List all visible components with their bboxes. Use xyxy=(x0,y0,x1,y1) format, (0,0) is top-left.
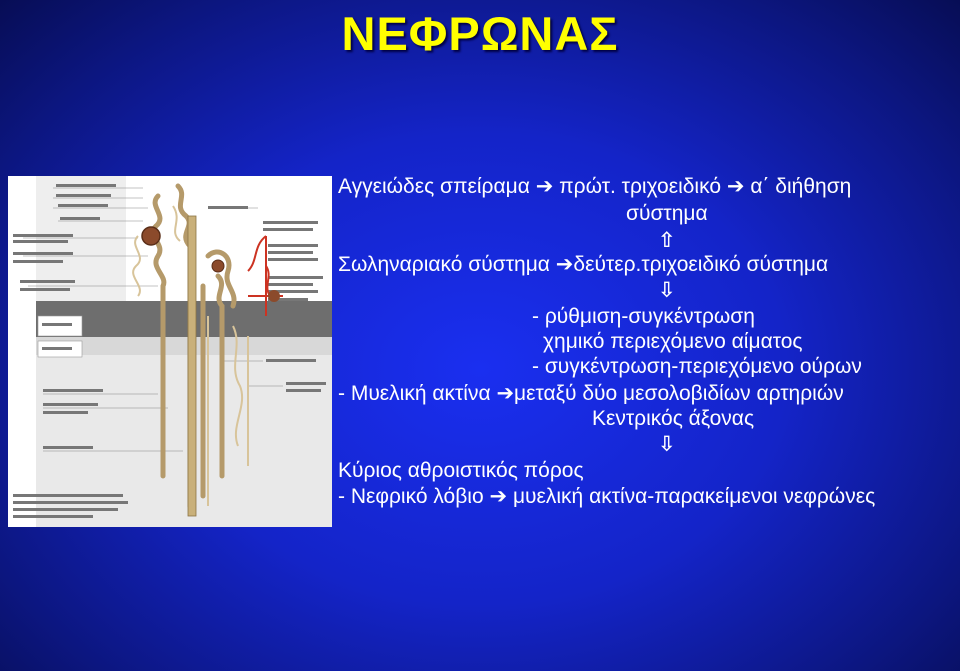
text-first-capillary: πρώτ. τριχοειδικό xyxy=(559,175,722,198)
text-renal-lobule: - Νεφρικό λόβιο xyxy=(338,485,484,508)
arrow-down-icon: ⇩ xyxy=(658,432,676,456)
arrow-right-icon: ➔ xyxy=(555,252,574,276)
text-adjacent-nephrons: μυελική ακτίνα-παρακείμενοι νεφρώνες xyxy=(512,485,876,508)
arrow-right-icon: ➔ xyxy=(726,174,745,198)
line-glomerulus xyxy=(338,174,851,199)
arrow-right-icon: ➔ xyxy=(489,484,508,508)
line-central-axis: Κεντρικός άξονας xyxy=(592,407,755,430)
text-medullary-ray: - Μυελική ακτίνα xyxy=(338,382,491,405)
text-between-arteries: μεταξύ δύο μεσολοβιδίων αρτηριών xyxy=(514,382,844,405)
page-title: ΝΕΦΡΩΝΑΣ xyxy=(341,7,619,60)
line-renal-lobule xyxy=(338,484,875,509)
line-urine: - συγκέντρωση-περιεχόμενο ούρων xyxy=(532,355,862,378)
nephron-diagram-image xyxy=(8,176,332,527)
arrow-up-icon: ⇧ xyxy=(658,228,676,252)
text-filtration: α΄ διήθηση xyxy=(750,175,852,198)
arrow-right-icon: ➔ xyxy=(535,174,554,198)
line-blood-content: χημικό περιεχόμενο αίματος xyxy=(543,330,803,353)
line-collecting-duct: Κύριος αθροιστικός πόρος xyxy=(338,459,584,482)
line-tubular xyxy=(338,252,828,277)
arrow-down-icon: ⇩ xyxy=(658,278,676,302)
text-second-capillary: δεύτερ.τριχοειδικό σύστημα xyxy=(573,253,829,276)
line-system: σύστημα xyxy=(626,202,708,225)
text-tubular-system: Σωληναριακό σύστημα xyxy=(338,253,550,276)
line-medullary-ray xyxy=(338,381,844,406)
text-glomerulus: Αγγειώδες σπείραμα xyxy=(338,175,530,198)
arrow-right-icon: ➔ xyxy=(496,381,515,405)
line-regulation: - ρύθμιση-συγκέντρωση xyxy=(532,305,755,328)
